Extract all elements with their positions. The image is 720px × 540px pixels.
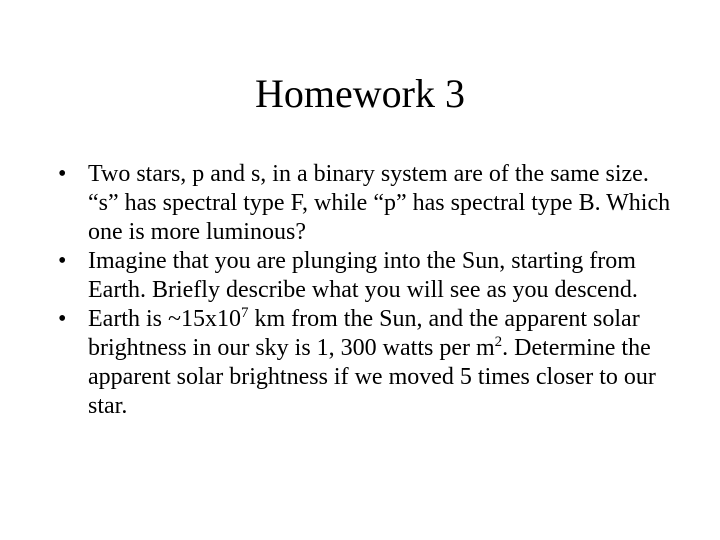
bullet-icon: • <box>58 161 67 187</box>
bullet-list <box>56 160 676 421</box>
exponent-7: 7 <box>240 305 249 321</box>
bullet-text-3-part1: Earth is ~15x10 <box>88 306 241 332</box>
bullet-item-2 <box>56 247 676 305</box>
bullet-text-2: Imagine that you are plunging into the Sun, starting from Earth. Briefly describe what you will see as you descend. <box>88 248 638 303</box>
bullet-item-3 <box>56 305 676 421</box>
slide-title: Homework 3 <box>255 71 465 116</box>
bullet-item-1 <box>56 160 676 247</box>
bullet-icon: • <box>58 248 67 274</box>
bullet-text-3-part2: km from the Sun, and the apparent solar brightness in our sky is 1, 300 watts per m <box>88 306 640 361</box>
bullet-icon: • <box>58 306 67 332</box>
exponent-2: 2 <box>494 334 503 350</box>
bullet-text-3-part3: . Determine the apparent solar brightness if we moved 5 times closer to our star. <box>88 335 656 419</box>
bullet-text-1: Two stars, p and s, in a binary system are of the same size. “s” has spectral type F, while “p” has spectral type B. Which one is more luminous? <box>88 161 671 245</box>
